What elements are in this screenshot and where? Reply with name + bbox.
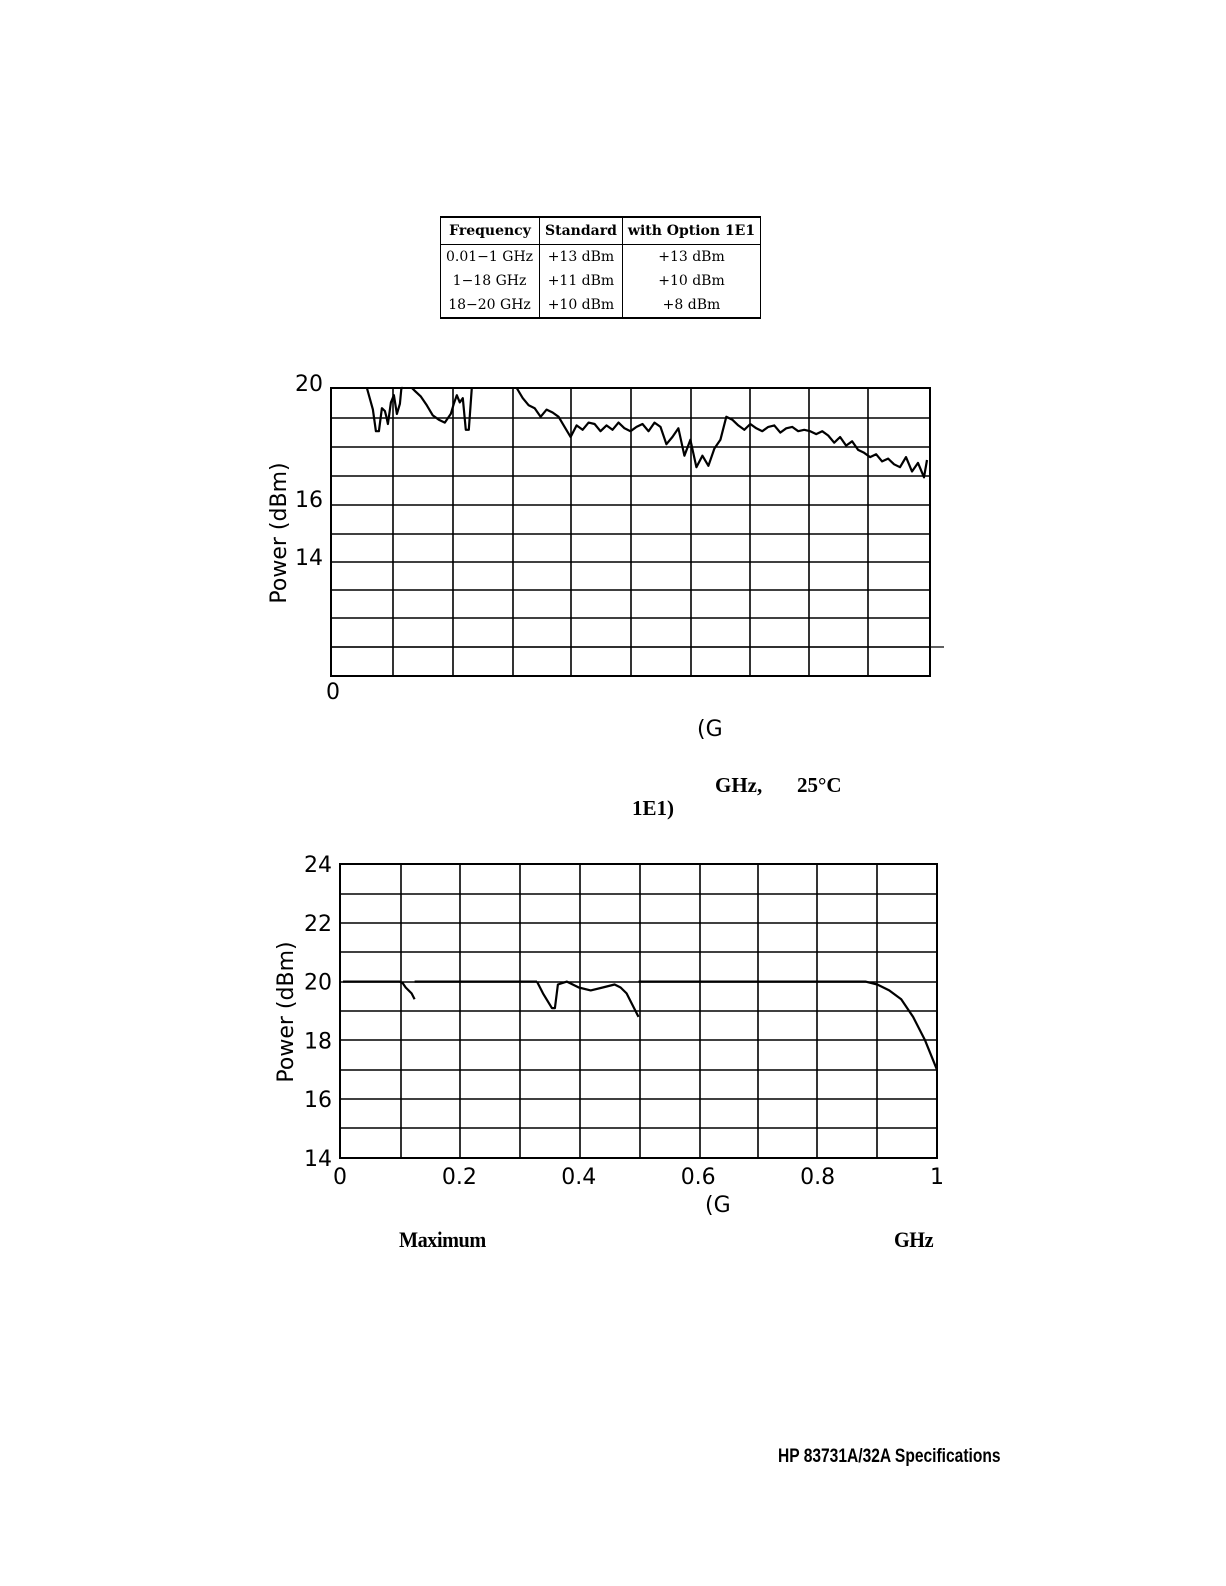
chart2-caption-ghz: GHz: [894, 1227, 934, 1252]
y-tick-label: 18: [304, 1029, 332, 1055]
chart1-caption-option: 1E1): [632, 796, 674, 820]
series-line: [343, 982, 415, 1000]
y-axis-label: Power (dBm): [267, 462, 292, 604]
spec-header-frequency: Frequency: [441, 217, 540, 245]
x-tick-label: 1: [930, 1165, 944, 1190]
y-tick-label: 16: [304, 1088, 332, 1114]
x-tick-label: 0.4: [561, 1165, 597, 1190]
x-tick-label: 0.6: [680, 1165, 716, 1190]
spec-cell-standard: +10 dBm: [540, 293, 623, 318]
y-tick-label: 14: [304, 1147, 332, 1172]
spec-cell-option: +8 dBm: [622, 293, 760, 318]
chart1-caption-ghz: GHz,: [715, 773, 763, 797]
spec-cell-standard: +11 dBm: [540, 269, 623, 293]
page-footer: HP 83731A/32A Specifications: [778, 1446, 1001, 1467]
y-tick-label: 22: [304, 911, 332, 937]
x-axis-label: (G: [705, 1193, 731, 1218]
spec-cell-option: +13 dBm: [622, 245, 760, 270]
x-tick-label: 0: [333, 1165, 347, 1190]
x-axis-label: (G: [697, 717, 723, 742]
y-axis-label: Power (dBm): [274, 941, 299, 1083]
spec-header-standard: Standard: [540, 217, 623, 245]
x-tick-label: 0.8: [800, 1165, 836, 1190]
spec-cell-frequency: 18−20 GHz: [441, 293, 540, 318]
chart1-caption-temperature: 25°C: [797, 773, 842, 797]
spec-header-option-1e1: with Option 1E1: [622, 217, 760, 245]
chart2-caption-maximum: Maximum: [399, 1227, 486, 1252]
spec-cell-frequency: 0.01−1 GHz: [441, 245, 540, 270]
spec-cell-option: +10 dBm: [622, 269, 760, 293]
series-line: [639, 982, 938, 1070]
x-tick-label: 0.2: [441, 1165, 477, 1190]
spec-cell-standard: +13 dBm: [540, 245, 623, 270]
y-tick-label: 24: [304, 853, 332, 878]
y-tick-label: 20: [304, 970, 332, 996]
x-tick-label: 0: [326, 680, 340, 705]
y-tick-label: 20: [295, 372, 323, 397]
y-tick-label: 14: [295, 546, 323, 571]
spec-cell-frequency: 1−18 GHz: [441, 269, 540, 293]
y-tick-label: 16: [295, 488, 323, 513]
